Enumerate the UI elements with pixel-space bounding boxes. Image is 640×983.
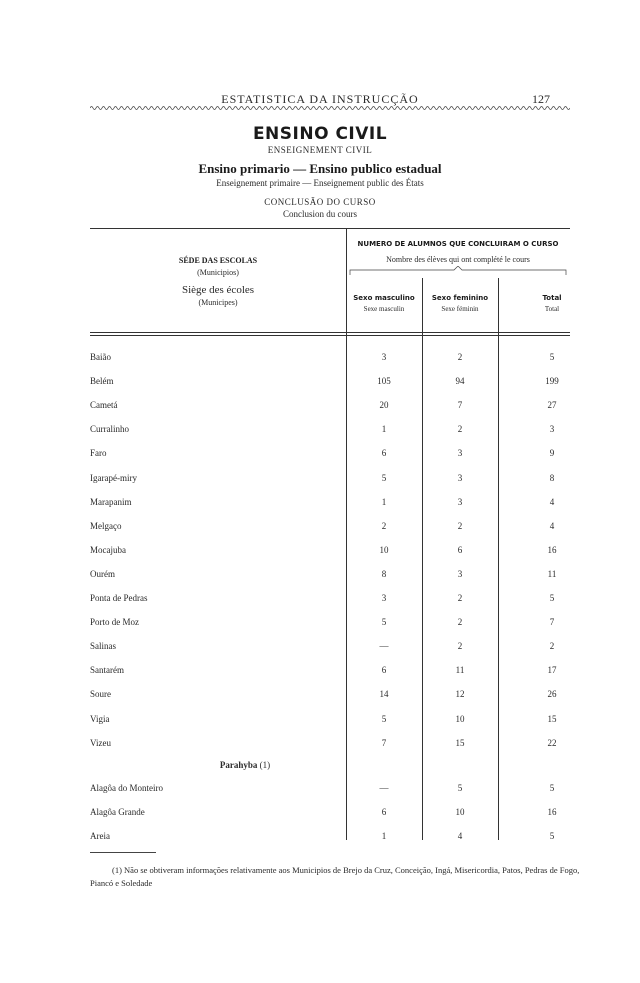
cell-male: 10: [379, 545, 389, 555]
cell-male: 7: [381, 738, 387, 748]
cell-total: 199: [545, 376, 559, 386]
section-note-ref: (1): [259, 760, 271, 770]
cell-female: 2: [457, 641, 463, 651]
left-header-fr: Siège des écoles: [181, 284, 255, 296]
cell-female: 3: [457, 448, 463, 458]
table-row-label: Vigia: [90, 714, 110, 724]
cell-male: 2: [381, 521, 387, 531]
col-divider-1: [346, 228, 347, 840]
table-row-label: Mocajuba: [90, 545, 126, 555]
cell-male: 6: [381, 665, 387, 675]
cell-total: 22: [547, 738, 557, 748]
cell-male: 5: [381, 617, 387, 627]
cell-female: 2: [457, 593, 463, 603]
table-row-label: Ponta de Pedras: [90, 593, 148, 603]
cell-male: —: [379, 641, 389, 651]
cell-male: 20: [379, 400, 389, 410]
table-row-label: Belém: [90, 376, 114, 386]
table-row-label: Melgaço: [90, 521, 122, 531]
cell-male: 6: [381, 448, 387, 458]
left-header-fr-sub: (Municipes): [198, 298, 238, 307]
cell-male: 3: [381, 593, 387, 603]
cell-female: 3: [457, 473, 463, 483]
table-row-label: Alagôa Grande: [90, 807, 145, 817]
cell-male: —: [379, 783, 389, 793]
col-male-fr: Sexe masculin: [363, 305, 405, 313]
cell-female: 3: [457, 569, 463, 579]
group-brace: [346, 266, 570, 276]
cell-total: 5: [549, 352, 555, 362]
footnote-rule: [90, 852, 156, 853]
col-divider-3: [498, 278, 499, 840]
col-total-pt: Total: [542, 294, 562, 302]
cell-female: 6: [457, 545, 463, 555]
table-top-rule: [90, 228, 570, 229]
table-row-label: Cametá: [90, 400, 118, 410]
group-header-fr: Nombre des élèves qui ont complété le cours: [386, 255, 530, 264]
cell-total: 2: [549, 641, 555, 651]
cell-female: 2: [457, 424, 463, 434]
left-header-pt-sub: (Municipios): [197, 268, 239, 277]
cell-male: 6: [381, 807, 387, 817]
cell-total: 17: [547, 665, 557, 675]
table-row-label: Curralinho: [90, 424, 129, 434]
cell-female: 11: [455, 665, 465, 675]
table-row-label: Faro: [90, 448, 107, 458]
section-heading: CONCLUSÃO DO CURSO: [264, 197, 376, 207]
cell-total: 16: [547, 807, 557, 817]
cell-total: 8: [549, 473, 555, 483]
sub-heading: Ensino primario — Ensino publico estadual: [198, 161, 442, 176]
cell-female: 94: [455, 376, 465, 386]
wavy-rule: [90, 104, 570, 112]
table-row-label: Salinas: [90, 641, 116, 651]
cell-total: 5: [549, 593, 555, 603]
cell-total: 11: [547, 569, 557, 579]
table-row-label: Igarapé-miry: [90, 473, 137, 483]
group-header-pt: NUMERO DE ALUMNOS QUE CONCLUIRAM O CURSO: [357, 240, 559, 248]
cell-male: 5: [381, 473, 387, 483]
cell-total: 15: [547, 714, 557, 724]
cell-female: 15: [455, 738, 465, 748]
section-label-parahyba: [150, 760, 340, 770]
cell-total: 7: [549, 617, 555, 627]
cell-male: 3: [381, 352, 387, 362]
cell-total: 4: [549, 497, 555, 507]
cell-female: 3: [457, 497, 463, 507]
cell-male: 5: [381, 714, 387, 724]
section-name: Parahyba: [219, 760, 258, 770]
cell-total: 4: [549, 521, 555, 531]
col-female-pt: Sexo feminino: [431, 294, 489, 302]
page-number: 127: [532, 92, 550, 106]
cell-male: 8: [381, 569, 387, 579]
running-title: ESTATISTICA DA INSTRUCÇÃO: [221, 92, 419, 106]
cell-female: 12: [455, 689, 465, 699]
cell-male: 1: [381, 424, 387, 434]
cell-male: 1: [381, 831, 387, 841]
cell-male: 105: [377, 376, 391, 386]
main-heading: ENSINO CIVIL: [252, 124, 388, 144]
footnote: (1) Não se obtiveram informações relativamente aos Municipios de Brejo da Cruz, Conceição, Ingá, Misericordia, Patos, Pedras de Fogo, Piancó e Soledade: [90, 865, 580, 888]
table-row-label: Areia: [90, 831, 110, 841]
main-heading-fr: ENSEIGNEMENT CIVIL: [267, 145, 373, 155]
cell-female: 7: [457, 400, 463, 410]
sub-heading-fr: Enseignement primaire — Enseignement public des États: [216, 178, 424, 188]
left-header-pt: SÉDE DAS ESCOLAS: [178, 256, 258, 265]
table-row-label: Ourém: [90, 569, 115, 579]
cell-female: 2: [457, 521, 463, 531]
col-male-pt: Sexo masculino: [353, 294, 415, 302]
cell-total: 5: [549, 831, 555, 841]
cell-female: 10: [455, 807, 465, 817]
cell-male: 14: [379, 689, 389, 699]
section-heading-fr: Conclusion du cours: [283, 209, 357, 219]
cell-female: 5: [457, 783, 463, 793]
cell-total: 3: [549, 424, 555, 434]
table-row-label: Baião: [90, 352, 111, 362]
table-row-label: Santarém: [90, 665, 124, 675]
table-row-label: Porto de Moz: [90, 617, 139, 627]
cell-total: 9: [549, 448, 555, 458]
table-row-label: Marapanim: [90, 497, 132, 507]
cell-female: 2: [457, 352, 463, 362]
cell-female: 10: [455, 714, 465, 724]
table-row-label: Soure: [90, 689, 111, 699]
col-divider-2: [422, 278, 423, 840]
col-female-fr: Sexe féminin: [441, 305, 479, 313]
cell-total: 26: [547, 689, 557, 699]
col-total-fr: Total: [544, 305, 560, 313]
table-row-label: Vizeu: [90, 738, 111, 748]
cell-total: 16: [547, 545, 557, 555]
table-row-label: Alagôa do Monteiro: [90, 783, 163, 793]
cell-female: 2: [457, 617, 463, 627]
cell-male: 1: [381, 497, 387, 507]
cell-total: 5: [549, 783, 555, 793]
cell-total: 27: [547, 400, 557, 410]
cell-female: 4: [457, 831, 463, 841]
